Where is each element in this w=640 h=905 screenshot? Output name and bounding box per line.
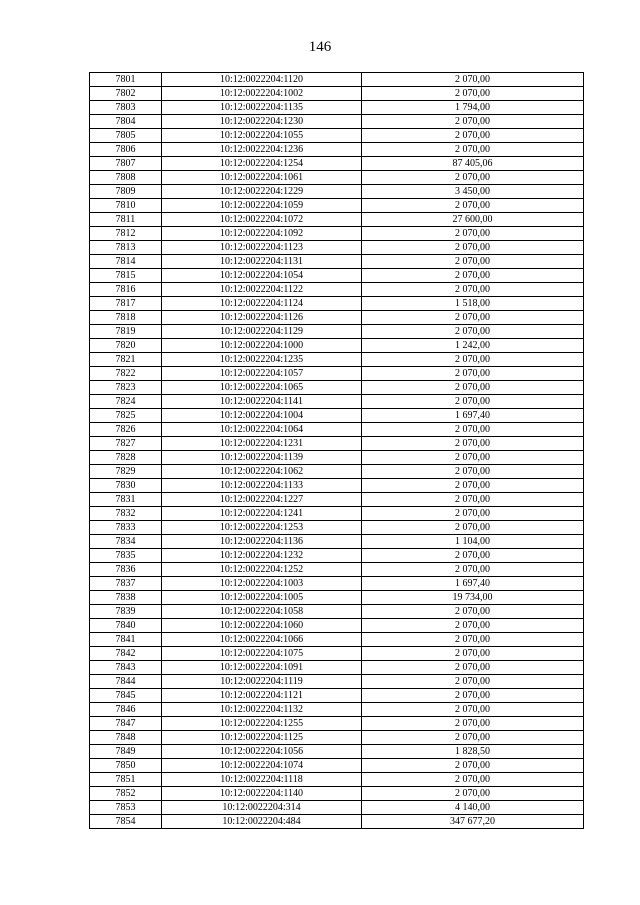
cadastral-number-cell: 10:12:0022204:1124	[162, 297, 362, 311]
value-cell: 2 070,00	[362, 759, 584, 773]
value-cell: 27 600,00	[362, 213, 584, 227]
row-number-cell: 7850	[90, 759, 162, 773]
row-number-cell: 7829	[90, 465, 162, 479]
cadastral-number-cell: 10:12:0022204:1236	[162, 143, 362, 157]
cadastral-number-cell: 10:12:0022204:1004	[162, 409, 362, 423]
row-number-cell: 7804	[90, 115, 162, 129]
table-row	[90, 563, 584, 577]
row-number-cell: 7833	[90, 521, 162, 535]
table-row	[90, 521, 584, 535]
table-row	[90, 213, 584, 227]
row-number-cell: 7840	[90, 619, 162, 633]
cadastral-number-cell: 10:12:0022204:1092	[162, 227, 362, 241]
table-row	[90, 297, 584, 311]
value-cell: 2 070,00	[362, 367, 584, 381]
table-row	[90, 675, 584, 689]
value-cell: 2 070,00	[362, 381, 584, 395]
row-number-cell: 7822	[90, 367, 162, 381]
cadastral-number-cell: 10:12:0022204:1003	[162, 577, 362, 591]
table-row	[90, 703, 584, 717]
value-cell: 2 070,00	[362, 717, 584, 731]
value-cell: 2 070,00	[362, 633, 584, 647]
row-number-cell: 7819	[90, 325, 162, 339]
table-row	[90, 549, 584, 563]
value-cell: 2 070,00	[362, 563, 584, 577]
row-number-cell: 7825	[90, 409, 162, 423]
cadastral-number-cell: 10:12:0022204:1123	[162, 241, 362, 255]
row-number-cell: 7814	[90, 255, 162, 269]
cadastral-number-cell: 10:12:0022204:1059	[162, 199, 362, 213]
table-row	[90, 171, 584, 185]
row-number-cell: 7802	[90, 87, 162, 101]
table-row	[90, 689, 584, 703]
cadastral-number-cell: 10:12:0022204:1064	[162, 423, 362, 437]
row-number-cell: 7839	[90, 605, 162, 619]
page-number: 146	[308, 39, 332, 55]
cadastral-number-cell: 10:12:0022204:1055	[162, 129, 362, 143]
table-row	[90, 325, 584, 339]
row-number-cell: 7845	[90, 689, 162, 703]
cadastral-number-cell: 10:12:0022204:1125	[162, 731, 362, 745]
table-row	[90, 157, 584, 171]
row-number-cell: 7808	[90, 171, 162, 185]
table-row	[90, 73, 584, 87]
cadastral-number-cell: 10:12:0022204:1058	[162, 605, 362, 619]
row-number-cell: 7831	[90, 493, 162, 507]
row-number-cell: 7809	[90, 185, 162, 199]
cadastral-number-cell: 10:12:0022204:1254	[162, 157, 362, 171]
cadastral-number-cell: 10:12:0022204:1255	[162, 717, 362, 731]
row-number-cell: 7848	[90, 731, 162, 745]
value-cell: 2 070,00	[362, 493, 584, 507]
cadastral-number-cell: 10:12:0022204:1131	[162, 255, 362, 269]
row-number-cell: 7805	[90, 129, 162, 143]
table-row	[90, 465, 584, 479]
row-number-cell: 7803	[90, 101, 162, 115]
value-cell: 347 677,20	[362, 815, 584, 829]
value-cell: 1 697,40	[362, 409, 584, 423]
cadastral-number-cell: 10:12:0022204:1140	[162, 787, 362, 801]
value-cell: 2 070,00	[362, 605, 584, 619]
table-row	[90, 143, 584, 157]
row-number-cell: 7834	[90, 535, 162, 549]
cadastral-number-cell: 10:12:0022204:1066	[162, 633, 362, 647]
row-number-cell: 7821	[90, 353, 162, 367]
value-cell: 2 070,00	[362, 703, 584, 717]
value-cell: 2 070,00	[362, 87, 584, 101]
value-cell: 2 070,00	[362, 731, 584, 745]
cadastral-number-cell: 10:12:0022204:1118	[162, 773, 362, 787]
table-row	[90, 633, 584, 647]
table-row	[90, 801, 584, 815]
cadastral-number-cell: 10:12:0022204:1232	[162, 549, 362, 563]
value-cell: 2 070,00	[362, 437, 584, 451]
cadastral-number-cell: 10:12:0022204:1141	[162, 395, 362, 409]
cadastral-number-cell: 10:12:0022204:1002	[162, 87, 362, 101]
row-number-cell: 7846	[90, 703, 162, 717]
table-row	[90, 717, 584, 731]
table-row	[90, 185, 584, 199]
row-number-cell: 7801	[90, 73, 162, 87]
value-cell: 2 070,00	[362, 675, 584, 689]
value-cell: 87 405,06	[362, 157, 584, 171]
table-row	[90, 493, 584, 507]
value-cell: 2 070,00	[362, 479, 584, 493]
table-row	[90, 115, 584, 129]
cadastral-number-cell: 10:12:0022204:1120	[162, 73, 362, 87]
cadastral-number-cell: 10:12:0022204:1230	[162, 115, 362, 129]
value-cell: 1 794,00	[362, 101, 584, 115]
table-row	[90, 577, 584, 591]
table-row	[90, 129, 584, 143]
row-number-cell: 7813	[90, 241, 162, 255]
value-cell: 2 070,00	[362, 423, 584, 437]
value-cell: 2 070,00	[362, 143, 584, 157]
value-cell: 2 070,00	[362, 395, 584, 409]
registry-table	[89, 72, 584, 829]
row-number-cell: 7835	[90, 549, 162, 563]
value-cell: 2 070,00	[362, 521, 584, 535]
table-row	[90, 437, 584, 451]
row-number-cell: 7844	[90, 675, 162, 689]
row-number-cell: 7824	[90, 395, 162, 409]
cadastral-number-cell: 10:12:0022204:1057	[162, 367, 362, 381]
value-cell: 2 070,00	[362, 549, 584, 563]
row-number-cell: 7810	[90, 199, 162, 213]
cadastral-number-cell: 10:12:0022204:1231	[162, 437, 362, 451]
cadastral-number-cell: 10:12:0022204:1121	[162, 689, 362, 703]
cadastral-number-cell: 10:12:0022204:1229	[162, 185, 362, 199]
cadastral-number-cell: 10:12:0022204:1122	[162, 283, 362, 297]
row-number-cell: 7841	[90, 633, 162, 647]
row-number-cell: 7806	[90, 143, 162, 157]
row-number-cell: 7807	[90, 157, 162, 171]
table-row	[90, 605, 584, 619]
cadastral-number-cell: 10:12:0022204:1253	[162, 521, 362, 535]
table-row	[90, 269, 584, 283]
value-cell: 4 140,00	[362, 801, 584, 815]
row-number-cell: 7843	[90, 661, 162, 675]
cadastral-number-cell: 10:12:0022204:1062	[162, 465, 362, 479]
cadastral-number-cell: 10:12:0022204:1136	[162, 535, 362, 549]
value-cell: 2 070,00	[362, 451, 584, 465]
value-cell: 2 070,00	[362, 787, 584, 801]
cadastral-number-cell: 10:12:0022204:1133	[162, 479, 362, 493]
cadastral-number-cell: 10:12:0022204:1054	[162, 269, 362, 283]
row-number-cell: 7832	[90, 507, 162, 521]
value-cell: 2 070,00	[362, 325, 584, 339]
table-row	[90, 227, 584, 241]
row-number-cell: 7817	[90, 297, 162, 311]
table-row	[90, 787, 584, 801]
row-number-cell: 7818	[90, 311, 162, 325]
cadastral-number-cell: 10:12:0022204:484	[162, 815, 362, 829]
table-row	[90, 367, 584, 381]
value-cell: 2 070,00	[362, 171, 584, 185]
row-number-cell: 7849	[90, 745, 162, 759]
row-number-cell: 7823	[90, 381, 162, 395]
table-row	[90, 451, 584, 465]
row-number-cell: 7837	[90, 577, 162, 591]
value-cell: 2 070,00	[362, 241, 584, 255]
value-cell: 2 070,00	[362, 73, 584, 87]
value-cell: 19 734,00	[362, 591, 584, 605]
value-cell: 1 518,00	[362, 297, 584, 311]
table-row	[90, 759, 584, 773]
value-cell: 2 070,00	[362, 269, 584, 283]
row-number-cell: 7815	[90, 269, 162, 283]
table-row	[90, 101, 584, 115]
table-row	[90, 311, 584, 325]
cadastral-number-cell: 10:12:0022204:1060	[162, 619, 362, 633]
cadastral-number-cell: 10:12:0022204:1072	[162, 213, 362, 227]
row-number-cell: 7828	[90, 451, 162, 465]
cadastral-number-cell: 10:12:0022204:1075	[162, 647, 362, 661]
value-cell: 2 070,00	[362, 199, 584, 213]
row-number-cell: 7820	[90, 339, 162, 353]
row-number-cell: 7838	[90, 591, 162, 605]
table-row	[90, 479, 584, 493]
value-cell: 2 070,00	[362, 773, 584, 787]
table-row	[90, 619, 584, 633]
table-row	[90, 423, 584, 437]
cadastral-number-cell: 10:12:0022204:1227	[162, 493, 362, 507]
value-cell: 2 070,00	[362, 129, 584, 143]
row-number-cell: 7853	[90, 801, 162, 815]
cadastral-number-cell: 10:12:0022204:1135	[162, 101, 362, 115]
registry-table-body	[90, 73, 584, 829]
table-row	[90, 87, 584, 101]
table-row	[90, 745, 584, 759]
value-cell: 2 070,00	[362, 353, 584, 367]
row-number-cell: 7830	[90, 479, 162, 493]
value-cell: 2 070,00	[362, 465, 584, 479]
row-number-cell: 7816	[90, 283, 162, 297]
cadastral-number-cell: 10:12:0022204:1119	[162, 675, 362, 689]
row-number-cell: 7827	[90, 437, 162, 451]
cadastral-number-cell: 10:12:0022204:1061	[162, 171, 362, 185]
cadastral-number-cell: 10:12:0022204:1005	[162, 591, 362, 605]
cadastral-number-cell: 10:12:0022204:1132	[162, 703, 362, 717]
value-cell: 2 070,00	[362, 507, 584, 521]
value-cell: 2 070,00	[362, 647, 584, 661]
table-row	[90, 535, 584, 549]
cadastral-number-cell: 10:12:0022204:1241	[162, 507, 362, 521]
value-cell: 2 070,00	[362, 283, 584, 297]
cadastral-number-cell: 10:12:0022204:1074	[162, 759, 362, 773]
row-number-cell: 7826	[90, 423, 162, 437]
table-row	[90, 283, 584, 297]
row-number-cell: 7851	[90, 773, 162, 787]
value-cell: 2 070,00	[362, 115, 584, 129]
row-number-cell: 7852	[90, 787, 162, 801]
cadastral-number-cell: 10:12:0022204:1139	[162, 451, 362, 465]
cadastral-number-cell: 10:12:0022204:314	[162, 801, 362, 815]
cadastral-number-cell: 10:12:0022204:1056	[162, 745, 362, 759]
table-row	[90, 339, 584, 353]
value-cell: 2 070,00	[362, 689, 584, 703]
table-row	[90, 353, 584, 367]
cadastral-number-cell: 10:12:0022204:1252	[162, 563, 362, 577]
table-row	[90, 647, 584, 661]
value-cell: 2 070,00	[362, 619, 584, 633]
cadastral-number-cell: 10:12:0022204:1000	[162, 339, 362, 353]
value-cell: 2 070,00	[362, 227, 584, 241]
table-row	[90, 255, 584, 269]
table-row	[90, 409, 584, 423]
row-number-cell: 7811	[90, 213, 162, 227]
table-row	[90, 731, 584, 745]
table-row	[90, 395, 584, 409]
row-number-cell: 7854	[90, 815, 162, 829]
cadastral-number-cell: 10:12:0022204:1235	[162, 353, 362, 367]
cadastral-number-cell: 10:12:0022204:1091	[162, 661, 362, 675]
table-row	[90, 815, 584, 829]
row-number-cell: 7812	[90, 227, 162, 241]
table-row	[90, 661, 584, 675]
cadastral-number-cell: 10:12:0022204:1065	[162, 381, 362, 395]
value-cell: 2 070,00	[362, 255, 584, 269]
row-number-cell: 7847	[90, 717, 162, 731]
value-cell: 1 104,00	[362, 535, 584, 549]
value-cell: 2 070,00	[362, 311, 584, 325]
value-cell: 1 697,40	[362, 577, 584, 591]
table-row	[90, 199, 584, 213]
row-number-cell: 7836	[90, 563, 162, 577]
table-row	[90, 381, 584, 395]
value-cell: 3 450,00	[362, 185, 584, 199]
cadastral-number-cell: 10:12:0022204:1129	[162, 325, 362, 339]
table-row	[90, 507, 584, 521]
table-row	[90, 591, 584, 605]
value-cell: 1 242,00	[362, 339, 584, 353]
cadastral-number-cell: 10:12:0022204:1126	[162, 311, 362, 325]
row-number-cell: 7842	[90, 647, 162, 661]
value-cell: 2 070,00	[362, 661, 584, 675]
value-cell: 1 828,50	[362, 745, 584, 759]
table-row	[90, 773, 584, 787]
table-row	[90, 241, 584, 255]
